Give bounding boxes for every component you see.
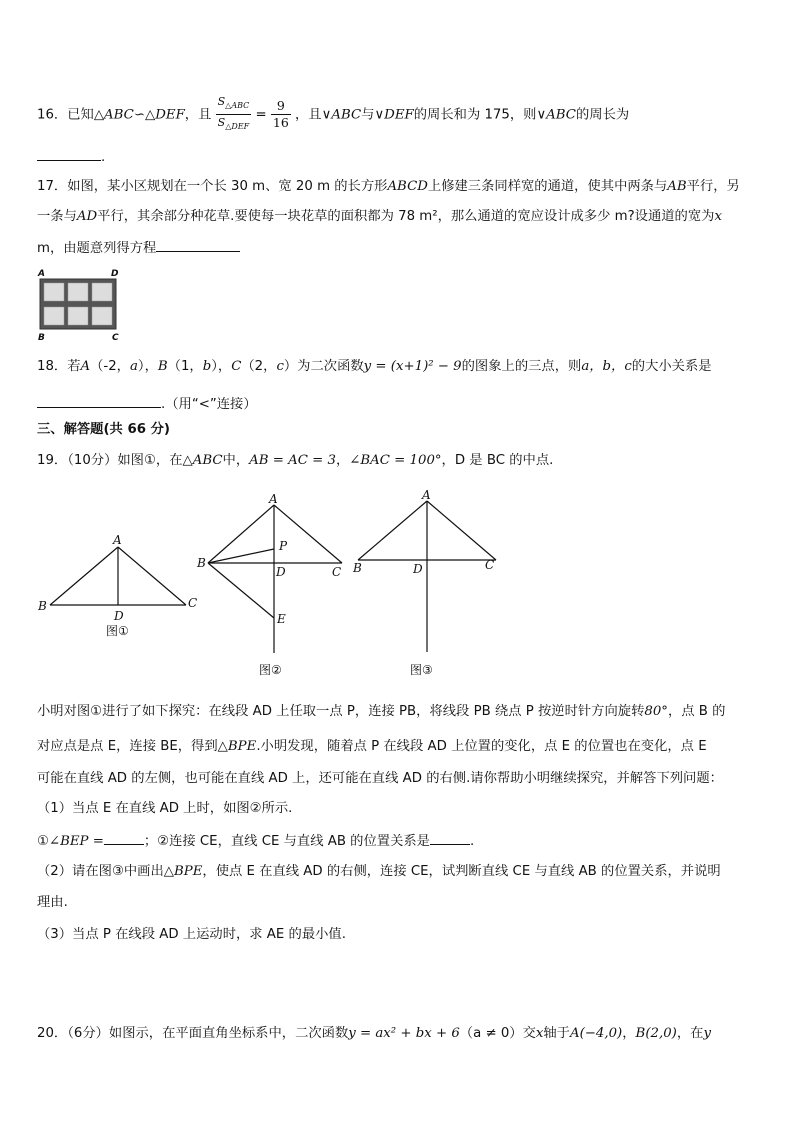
fig1-label-B: B [38, 599, 47, 613]
section-heading: 三、解答题(共 66 分) [37, 422, 170, 437]
q18-line1: 18．若A（-2，a），B（1，b），C（2，c）为二次函数y = (x+1)² − 9的图象上的三点，则a，b，c的大小关系是 [37, 359, 712, 374]
q18-answer-blank[interactable] [37, 393, 161, 408]
q19-figure-1 [34, 532, 204, 642]
q17-label-B: B [38, 333, 45, 342]
q19-para2: 对应点是点 E，连接 BE，得到△BPE.小明发现，随着点 P 在线段 AD 上位置的变化，点 E 的位置也在变化，点 E [37, 739, 707, 754]
q16-area-ratio: $\frac{S_{\triangle ABC}}{S_{\triangle DEF}}$ [217, 95, 250, 132]
q19-sub1: ①∠BEP = ；②连接 CE，直线 CE 与直线 AB 的位置关系是 . [37, 830, 764, 852]
q19-part2: （2）请在图③中画出△BPE，使点 E 在直线 AD 的右侧，连接 CE，试判断直线 CE 与直线 AB 的位置关系，并说明 [37, 864, 721, 879]
fig2-label-P: P [279, 539, 288, 553]
q16-answer-blank[interactable] [37, 146, 101, 161]
q19-figure-2 [194, 490, 354, 680]
fig3-label-D: D [413, 562, 423, 576]
fig3-caption: 图③ [410, 663, 433, 677]
q17-line3: m，由题意列得方程 [37, 237, 764, 259]
q17-figure [36, 266, 126, 342]
fig1-caption: 图① [106, 624, 129, 638]
q19-part2-end: 理由. [37, 895, 68, 910]
fig3-label-A: A [422, 488, 431, 502]
q19-heading: 19．（10分）如图①，在△ABC中，AB = AC = 3，∠BAC = 100°，D 是 BC 的中点. [37, 453, 554, 468]
q19-angle-blank[interactable] [104, 830, 144, 845]
q19-para3: 可能在直线 AD 的左侧，也可能在直线 AD 上，还可能在直线 AD 的右侧.请你帮助小明继续探究，并解答下列问题： [37, 771, 723, 786]
fig2-label-A: A [269, 492, 278, 506]
q20-function: y = ax² + bx + 6 [348, 1026, 460, 1041]
q19-figure-3 [350, 488, 510, 680]
fig3-label-B: B [353, 561, 362, 575]
q16-line: 16．已知△ABC∽△DEF，且 $\frac{S_{\triangle ABC}}{S_{\triangle DEF}}$ = $\frac{9}{16}$ ，且∨ABC与∨DEF的周长和为 175，则∨ABC的周长为 [37, 94, 764, 135]
fig3-label-C: C [485, 558, 495, 572]
fig2-label-B: B [197, 556, 206, 570]
fig1-label-D: D [114, 609, 124, 623]
q20-line: 20．（6分）如图示，在平面直角坐标系中，二次函数y = ax² + bx + 6（a ≠ 0）交x轴于A(−4,0)，B(2,0)，在y [37, 1026, 711, 1041]
fig2-label-D: D [276, 565, 286, 579]
q17-line1: 17．如图，某小区规划在一个长 30 m、宽 20 m 的长方形ABCD上修建三条同样宽的通道，使其中两条与AB平行，另 [37, 179, 740, 194]
q17-label-C: C [112, 333, 119, 342]
q17-answer-blank[interactable] [156, 237, 240, 252]
q19-part3: （3）当点 P 在线段 AD 上运动时，求 AE 的最小值. [37, 927, 346, 942]
q19-part1: （1）当点 E 在直线 AD 上时，如图②所示. [37, 801, 293, 816]
q19-position-blank[interactable] [430, 830, 470, 845]
q17-label-D: D [111, 269, 119, 279]
q17-label-A: A [38, 269, 45, 279]
fig2-label-E: E [277, 612, 286, 626]
q16-answer-line: . [37, 146, 764, 168]
fig1-label-A: A [113, 533, 122, 547]
q17-line2: 一条与AD平行，其余部分种花草.要使每一块花草的面积都为 78 m²，那么通道的宽应设计成多少 m?设通道的宽为x [37, 209, 722, 224]
fig2-caption: 图② [259, 663, 282, 677]
fig2-label-C: C [332, 565, 342, 579]
q16-ratio-value: $\frac{9}{16}$ [272, 98, 289, 131]
fig1-label-C: C [188, 596, 198, 610]
q16-similar: △ABC∽△DEF [93, 107, 185, 123]
q19-para1: 小明对图①进行了如下探究：在线段 AD 上任取一点 P，连接 PB，将线段 PB 绕点 P 按逆时针方向旋转80°，点 B 的 [37, 704, 726, 719]
q18-line2: .（用“<”连接） [37, 393, 764, 415]
q18-function: y = (x+1)² − 9 [363, 359, 462, 374]
